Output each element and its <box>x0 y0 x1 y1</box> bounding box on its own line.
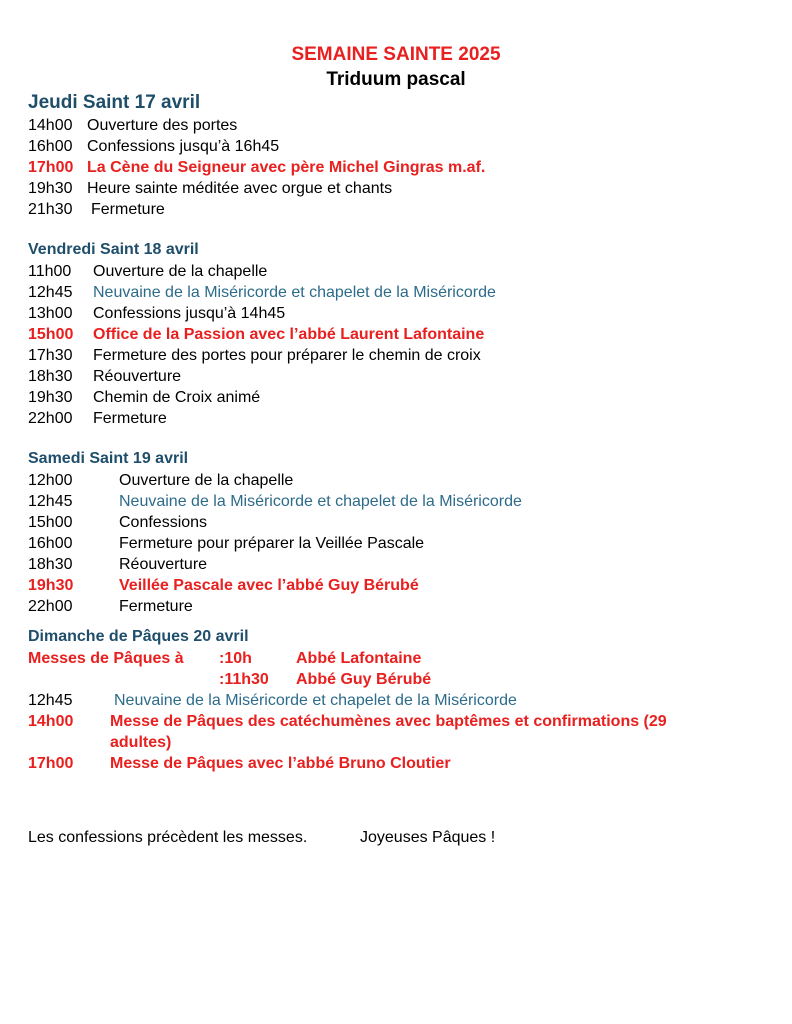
mass-time: :10h <box>219 650 252 667</box>
row-text-continued: adultes) <box>110 734 172 751</box>
row-time: 17h00 <box>28 159 74 176</box>
row-time: 15h00 <box>28 514 73 531</box>
row-text: Fermeture des portes pour préparer le chemin de croix <box>93 347 481 364</box>
row-time: 21h30 <box>28 201 73 218</box>
page-subtitle: Triduum pascal <box>326 69 466 90</box>
masses-label: Messes de Pâques à <box>28 650 184 667</box>
row-text: Fermeture <box>119 598 193 615</box>
row-time: 16h00 <box>28 138 73 155</box>
row-time: 11h00 <box>28 263 72 280</box>
footer-wish: Joyeuses Pâques ! <box>360 829 496 846</box>
row-time: 19h30 <box>28 180 73 197</box>
footer-note: Les confessions précèdent les messes. <box>28 829 308 846</box>
row-text: Neuvaine de la Miséricorde et chapelet de la Miséricorde <box>114 692 517 709</box>
row-text: Veillée Pascale avec l’abbé Guy Bérubé <box>119 577 419 594</box>
row-text: Confessions jusqu’à 16h45 <box>87 138 280 155</box>
row-text: Confessions <box>119 514 208 531</box>
row-text: Messe de Pâques des catéchumènes avec baptêmes et confirmations (29 <box>110 713 667 730</box>
row-text: Fermeture <box>91 201 165 218</box>
section-heading-thursday: Jeudi Saint 17 avril <box>28 92 201 113</box>
row-text: Chemin de Croix animé <box>93 389 261 406</box>
row-text: Neuvaine de la Miséricorde et chapelet de la Miséricorde <box>93 284 496 301</box>
row-text: Messe de Pâques avec l’abbé Bruno Cloutier <box>110 755 451 772</box>
row-text: Ouverture de la chapelle <box>119 472 294 489</box>
row-time: 17h30 <box>28 347 73 364</box>
row-time: 18h30 <box>28 368 73 385</box>
row-time: 14h00 <box>28 713 74 730</box>
section-heading-sunday: Dimanche de Pâques 20 avril <box>28 628 249 645</box>
row-time: 14h00 <box>28 117 73 134</box>
section-heading-saturday: Samedi Saint 19 avril <box>28 450 189 467</box>
row-text: Heure sainte méditée avec orgue et chants <box>87 180 393 197</box>
row-text: Office de la Passion avec l’abbé Laurent Lafontaine <box>93 326 485 343</box>
row-text: Confessions jusqu’à 14h45 <box>93 305 286 322</box>
row-time: 12h45 <box>28 493 73 510</box>
mass-time: :11h30 <box>219 671 269 688</box>
mass-priest: Abbé Guy Bérubé <box>296 671 432 688</box>
row-time: 12h45 <box>28 692 73 709</box>
row-text: Neuvaine de la Miséricorde et chapelet de la Miséricorde <box>119 493 522 510</box>
row-time: 22h00 <box>28 410 73 427</box>
row-time: 12h00 <box>28 472 73 489</box>
row-text: La Cène du Seigneur avec père Michel Gingras m.af. <box>87 159 486 176</box>
row-text: Fermeture <box>93 410 167 427</box>
row-time: 17h00 <box>28 755 74 772</box>
page-title: SEMAINE SAINTE 2025 <box>291 44 501 65</box>
row-time: 13h00 <box>28 305 73 322</box>
row-time: 16h00 <box>28 535 73 552</box>
section-heading-friday: Vendredi Saint 18 avril <box>28 241 199 258</box>
row-time: 12h45 <box>28 284 73 301</box>
mass-priest: Abbé Lafontaine <box>296 650 422 667</box>
row-time: 18h30 <box>28 556 73 573</box>
row-text: Fermeture pour préparer la Veillée Pascale <box>119 535 425 552</box>
row-time: 15h00 <box>28 326 74 343</box>
row-text: Ouverture de la chapelle <box>93 263 268 280</box>
row-time: 19h30 <box>28 577 74 594</box>
row-time: 22h00 <box>28 598 73 615</box>
row-time: 19h30 <box>28 389 73 406</box>
row-text: Réouverture <box>93 368 182 385</box>
row-text: Ouverture des portes <box>87 117 238 134</box>
row-text: Réouverture <box>119 556 208 573</box>
